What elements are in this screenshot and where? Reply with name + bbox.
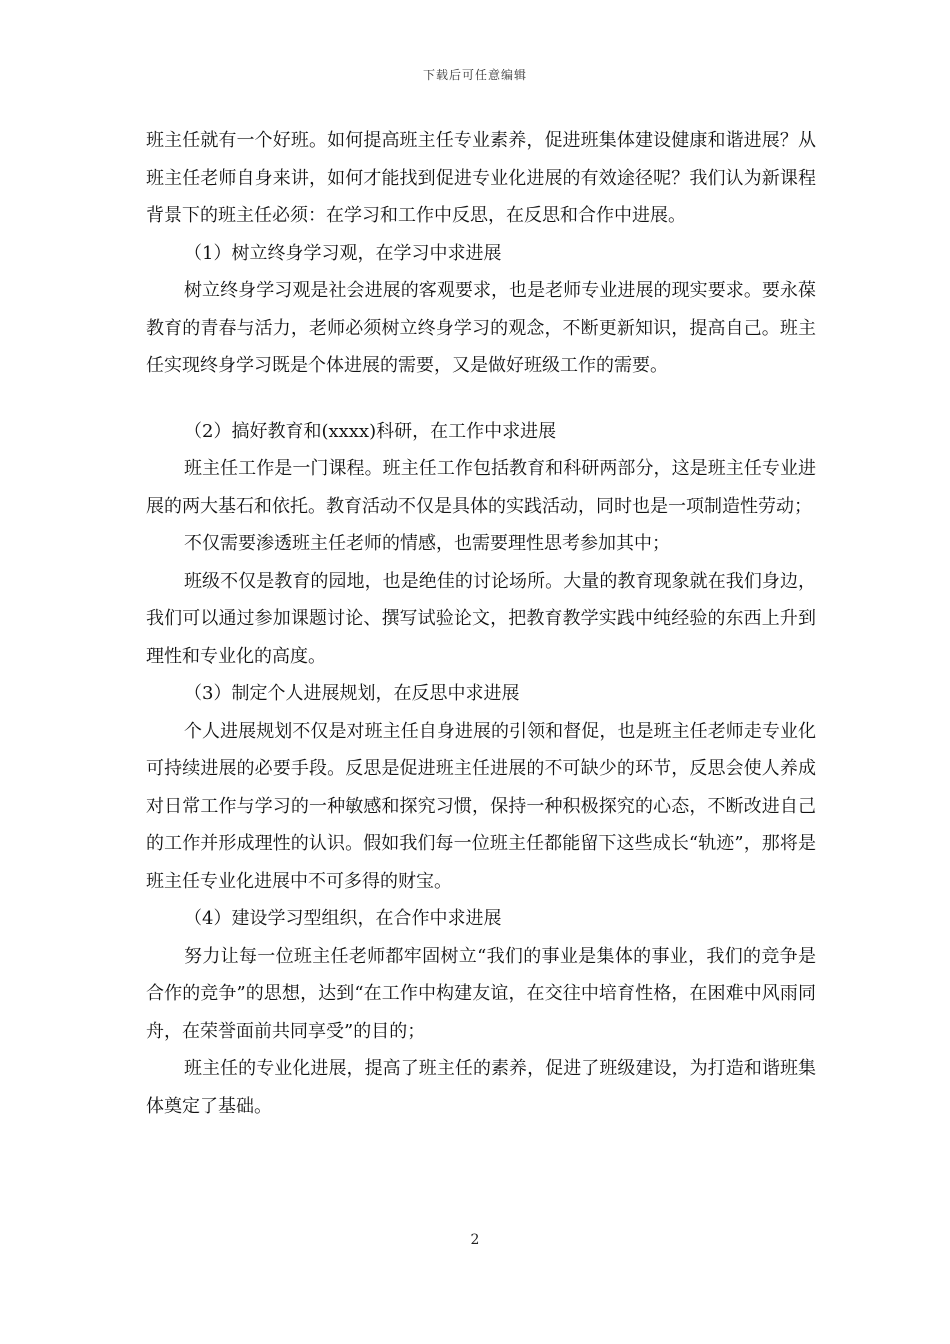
page-number: 2	[470, 1232, 480, 1248]
paragraph-lifelong-learning: 树立终身学习观是社会进展的客观要求，也是老师专业进展的现实要求。要永葆教育的青春与活力，老师必须树立终身学习的观念，不断更新知识，提高自己。班主任实现终身学习既是个体进展的需要，又是做好班级工作的需要。	[146, 280, 816, 376]
section-heading-3: （3）制定个人进展规划，在反思中求进展	[184, 683, 520, 704]
paragraph-personal-plan: 个人进展规划不仅是对班主任自身进展的引领和督促，也是班主任老师走专业化可持续进展的必要手段。反思是促进班主任进展的不可缺少的环节，反思会使人养成对日常工作与学习的一种敏感和探究习惯，保持一种积极探究的心态，不断改进自己的工作并形成理性的认识。假如我们每一位班主任都能留下这些成长“轨迹”，那将是班主任专业化进展中不可多得的财宝。	[146, 720, 816, 892]
paragraph-spacer	[146, 385, 816, 413]
page-header-note: 下载后可任意编辑	[422, 68, 527, 82]
section-heading-1: （1）树立终身学习观，在学习中求进展	[184, 242, 502, 264]
paragraph-course-work: 班主任工作是一门课程。班主任工作包括教育和科研两部分，这是班主任专业进展的两大基石和依托。教育活动不仅是具体的实践活动，同时也是一项制造性劳动；	[146, 458, 816, 517]
paragraph-cooperation: 努力让每一位班主任老师都牢固树立“我们的事业是集体的事业，我们的竞争是合作的竞争”的思想，达到“在工作中构建友谊，在交往中培育性格，在困难中风雨同舟，在荣誉面前共同享受”的目的；	[146, 945, 816, 1042]
paragraph-conclusion: 班主任的专业化进展，提高了班主任的素养，促进了班级建设，为打造和谐班集体奠定了基础。	[146, 1058, 816, 1117]
paragraph-class-research: 班级不仅是教育的园地，也是绝佳的讨论场所。大量的教育现象就在我们身边，我们可以通过参加课题讨论、撰写试验论文，把教育教学实践中纯经验的东西上升到理性和专业化的高度。	[146, 570, 816, 667]
paragraph-emotion: 不仅需要渗透班主任老师的情感，也需要理性思考参加其中；	[184, 533, 670, 554]
document-body	[146, 122, 816, 1125]
section-heading-4: （4）建设学习型组织，在合作中求进展	[184, 908, 502, 929]
paragraph-intro: 班主任就有一个好班。如何提高班主任专业素养，促进班集体建设健康和谐进展？从班主任老师自身来讲，如何才能找到促进专业化进展的有效途径呢？我们认为新课程背景下的班主任必须：在学习和工作中反思，在反思和合作中进展。	[146, 130, 816, 226]
section-heading-2: （2）搞好教育和(xxxx)科研，在工作中求进展	[184, 420, 557, 442]
